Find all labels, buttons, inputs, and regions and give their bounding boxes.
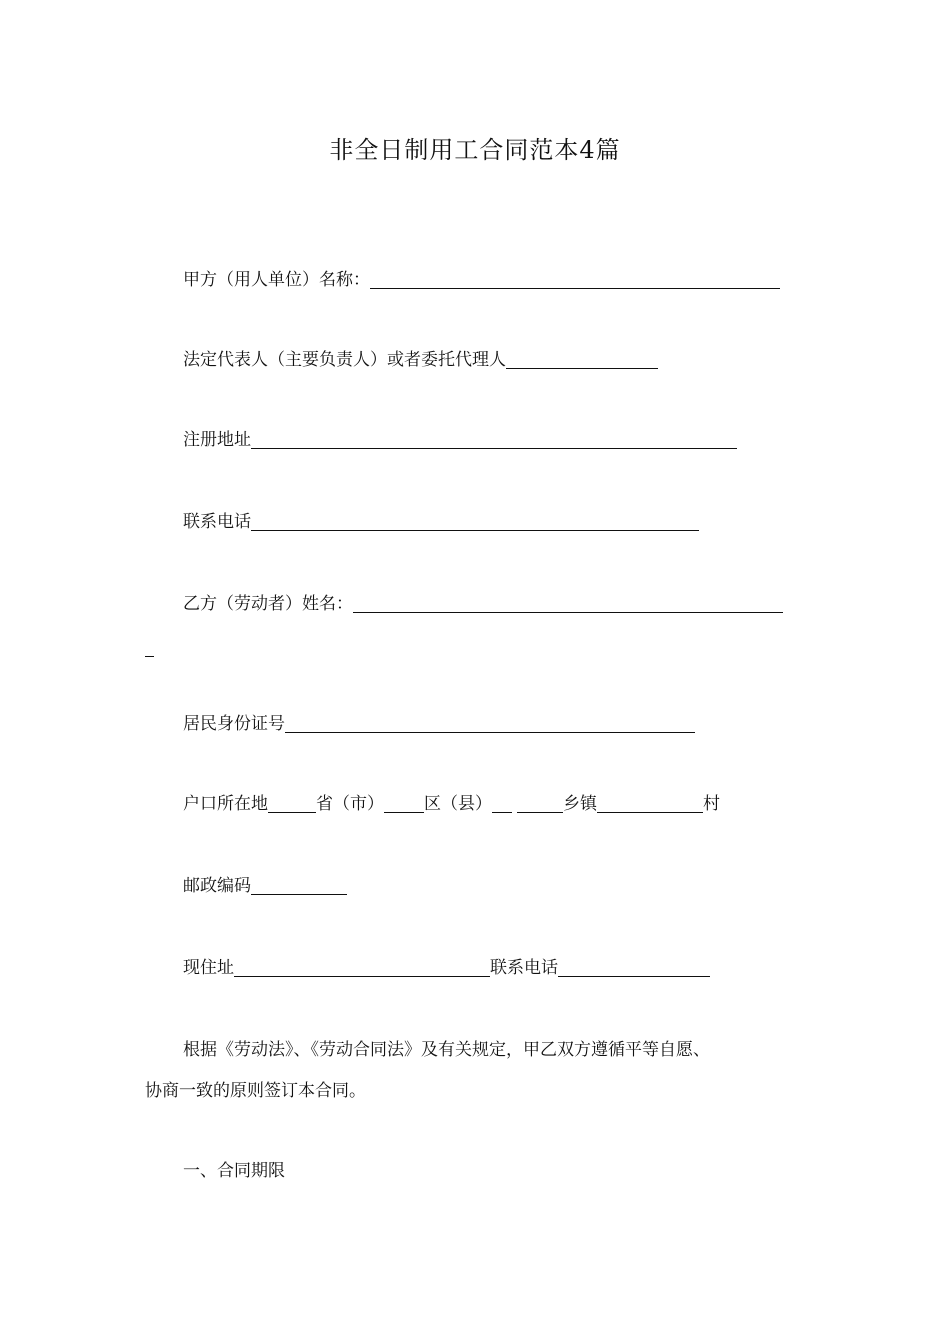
hukou-village-label: 村: [703, 794, 720, 814]
party-b-name-line: [183, 590, 783, 618]
party-b-name-label: 乙方（劳动者）姓名：: [183, 594, 353, 614]
party-a-name-line: [183, 266, 780, 294]
current-address-label: 现住址: [183, 958, 234, 978]
hukou-province-label: 省（市）: [316, 794, 384, 814]
hukou-prefix-label: 户口所在地: [183, 794, 268, 814]
id-number-blank[interactable]: [285, 714, 695, 733]
party-a-name-label: 甲方（用人单位）名称：: [183, 270, 370, 290]
party-a-name-blank[interactable]: [370, 270, 780, 289]
phone-label: 联系电话: [183, 512, 251, 532]
section-1-heading: 一、合同期限: [183, 1161, 285, 1181]
hukou-town-blank-b[interactable]: [517, 794, 563, 813]
current-address-blank[interactable]: [234, 958, 490, 977]
party-b-name-wrap-line: [145, 634, 154, 662]
id-number-label: 居民身份证号: [183, 714, 285, 734]
basis-paragraph-line-1: 根据《劳动法》、《劳动合同法》及有关规定，甲乙双方遵循平等自愿、: [183, 1040, 710, 1060]
phone-line: [183, 508, 699, 536]
postal-code-label: 邮政编码: [183, 876, 251, 896]
postal-code-line: [183, 872, 347, 900]
hukou-district-label: 区（县）: [424, 794, 492, 814]
reg-address-label: 注册地址: [183, 430, 251, 450]
legal-rep-label: 法定代表人（主要负责人）或者委托代理人: [183, 350, 506, 370]
legal-rep-line: [183, 346, 658, 374]
current-phone-label: 联系电话: [490, 958, 558, 978]
hukou-province-blank[interactable]: [268, 794, 316, 813]
phone-blank[interactable]: [251, 512, 699, 531]
hukou-village-blank[interactable]: [597, 794, 703, 813]
reg-address-blank[interactable]: [251, 430, 737, 449]
party-b-name-blank-wrap[interactable]: [145, 638, 154, 657]
basis-paragraph-line-2: 协商一致的原则签订本合同。: [145, 1081, 366, 1101]
reg-address-line: [183, 426, 737, 454]
current-phone-blank[interactable]: [558, 958, 710, 977]
hukou-town-label: 乡镇: [563, 794, 597, 814]
hukou-line: [183, 790, 720, 818]
id-number-line: [183, 710, 695, 738]
hukou-town-blank-a[interactable]: [492, 794, 512, 813]
postal-code-blank[interactable]: [251, 876, 347, 895]
legal-rep-blank[interactable]: [506, 350, 658, 369]
current-address-line: [183, 954, 710, 982]
party-b-name-blank[interactable]: [353, 594, 783, 613]
hukou-district-blank[interactable]: [384, 794, 424, 813]
document-title: 非全日制用工合同范本4篇: [329, 136, 621, 164]
